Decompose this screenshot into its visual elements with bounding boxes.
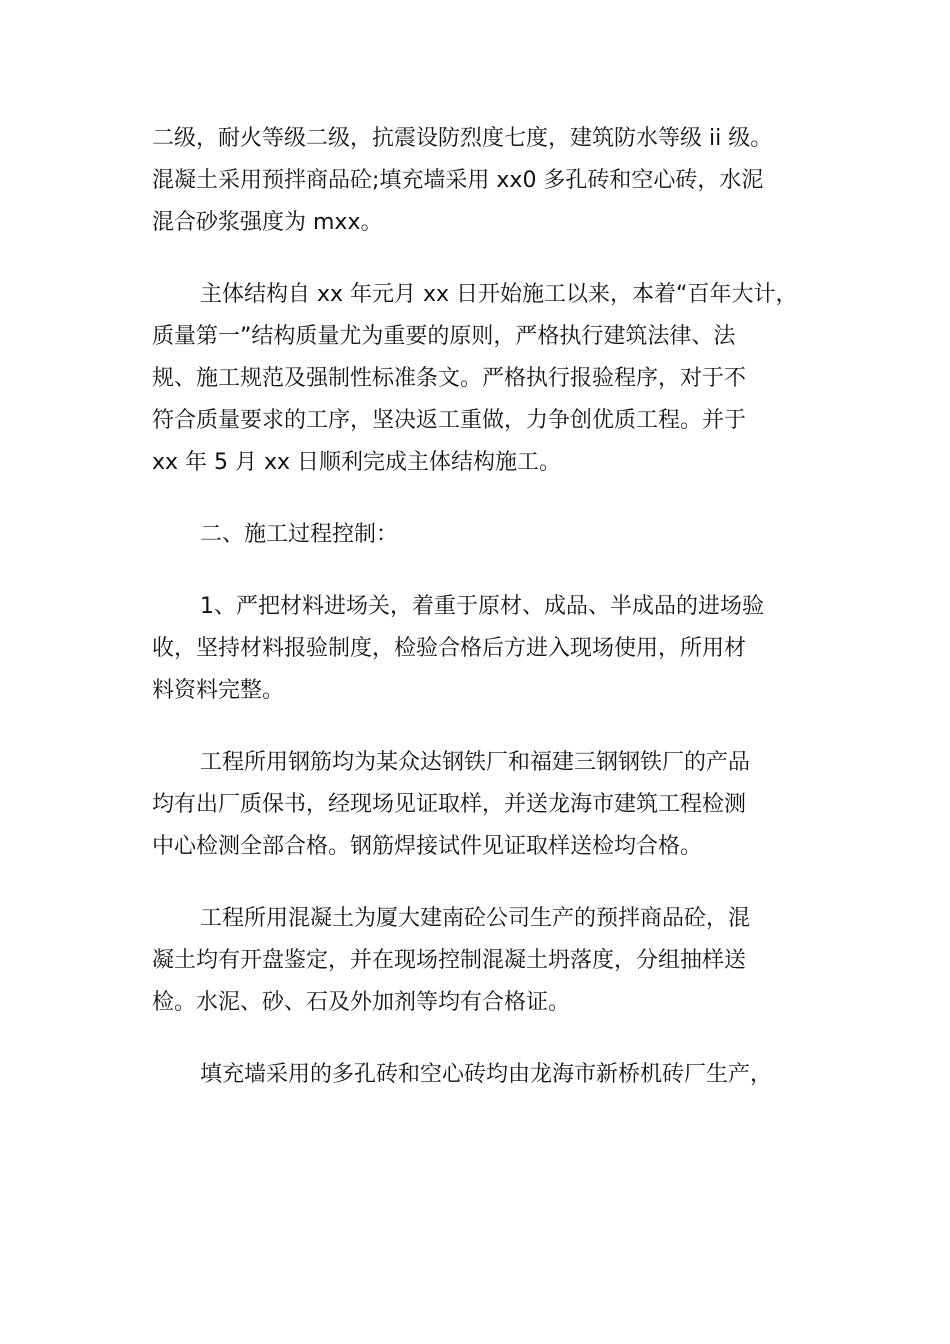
document-body <box>152 118 812 1096</box>
text-line: 质量第一”结构质量尤为重要的原则，严格执行建筑法律、法 <box>152 324 736 349</box>
text-line: xx 年 5 月 xx 日顺利完成主体结构施工。 <box>152 450 562 475</box>
section-heading <box>152 514 812 556</box>
text-line: 混凝土采用预拌商品砼;填充墙采用 xx0 多孔砖和空心砖，水泥 <box>152 168 764 193</box>
paragraph-5 <box>152 742 812 868</box>
paragraph-2 <box>152 274 812 484</box>
text-line: 工程所用混凝土为厦大建南砼公司生产的预拌商品砼，混 <box>200 906 751 931</box>
text-line: 料资料完整。 <box>152 678 285 703</box>
paragraph-7 <box>152 1054 812 1096</box>
text-line: 1、严把材料进场关，着重于原材、成品、半成品的进场验 <box>200 594 764 619</box>
section-heading-text: 二、施工过程控制： <box>200 522 399 547</box>
text-line: 混合砂浆强度为 mxx。 <box>152 210 383 235</box>
text-line: 规、施工规范及强制性标准条文。严格执行报验程序，对于不 <box>152 366 747 391</box>
paragraph-gap <box>152 1024 812 1054</box>
paragraph-gap <box>152 244 812 274</box>
text-line: 中心检测全部合格。钢筋焊接试件见证取样送检均合格。 <box>152 834 703 859</box>
text-line: 收，坚持材料报验制度，检验合格后方进入现场使用，所用材 <box>152 636 747 661</box>
text-line: 主体结构自 xx 年元月 xx 日开始施工以来，本着“百年大计， <box>200 282 798 307</box>
text-line: 符合质量要求的工序，坚决返工重做，力争创优质工程。并于 <box>152 408 747 433</box>
text-line: 凝土均有开盘鉴定，并在现场控制混凝土坍落度，分组抽样送 <box>152 948 747 973</box>
paragraph-gap <box>152 868 812 898</box>
paragraph-gap <box>152 484 812 514</box>
text-line: 检。水泥、砂、石及外加剂等均有合格证。 <box>152 990 571 1015</box>
paragraph-4 <box>152 586 812 712</box>
paragraph-6 <box>152 898 812 1024</box>
paragraph-gap <box>152 556 812 586</box>
paragraph-gap <box>152 712 812 742</box>
text-line: 均有出厂质保书，经现场见证取样，并送龙海市建筑工程检测 <box>152 792 747 817</box>
paragraph-1 <box>152 118 812 244</box>
text-line: 填充墙采用的多孔砖和空心砖均由龙海市新桥机砖厂生产， <box>200 1062 773 1087</box>
text-line: 工程所用钢筋均为某众达钢铁厂和福建三钢钢铁厂的产品 <box>200 750 751 775</box>
text-line: 二级，耐火等级二级，抗震设防烈度七度，建筑防水等级 ii 级。 <box>152 126 773 151</box>
